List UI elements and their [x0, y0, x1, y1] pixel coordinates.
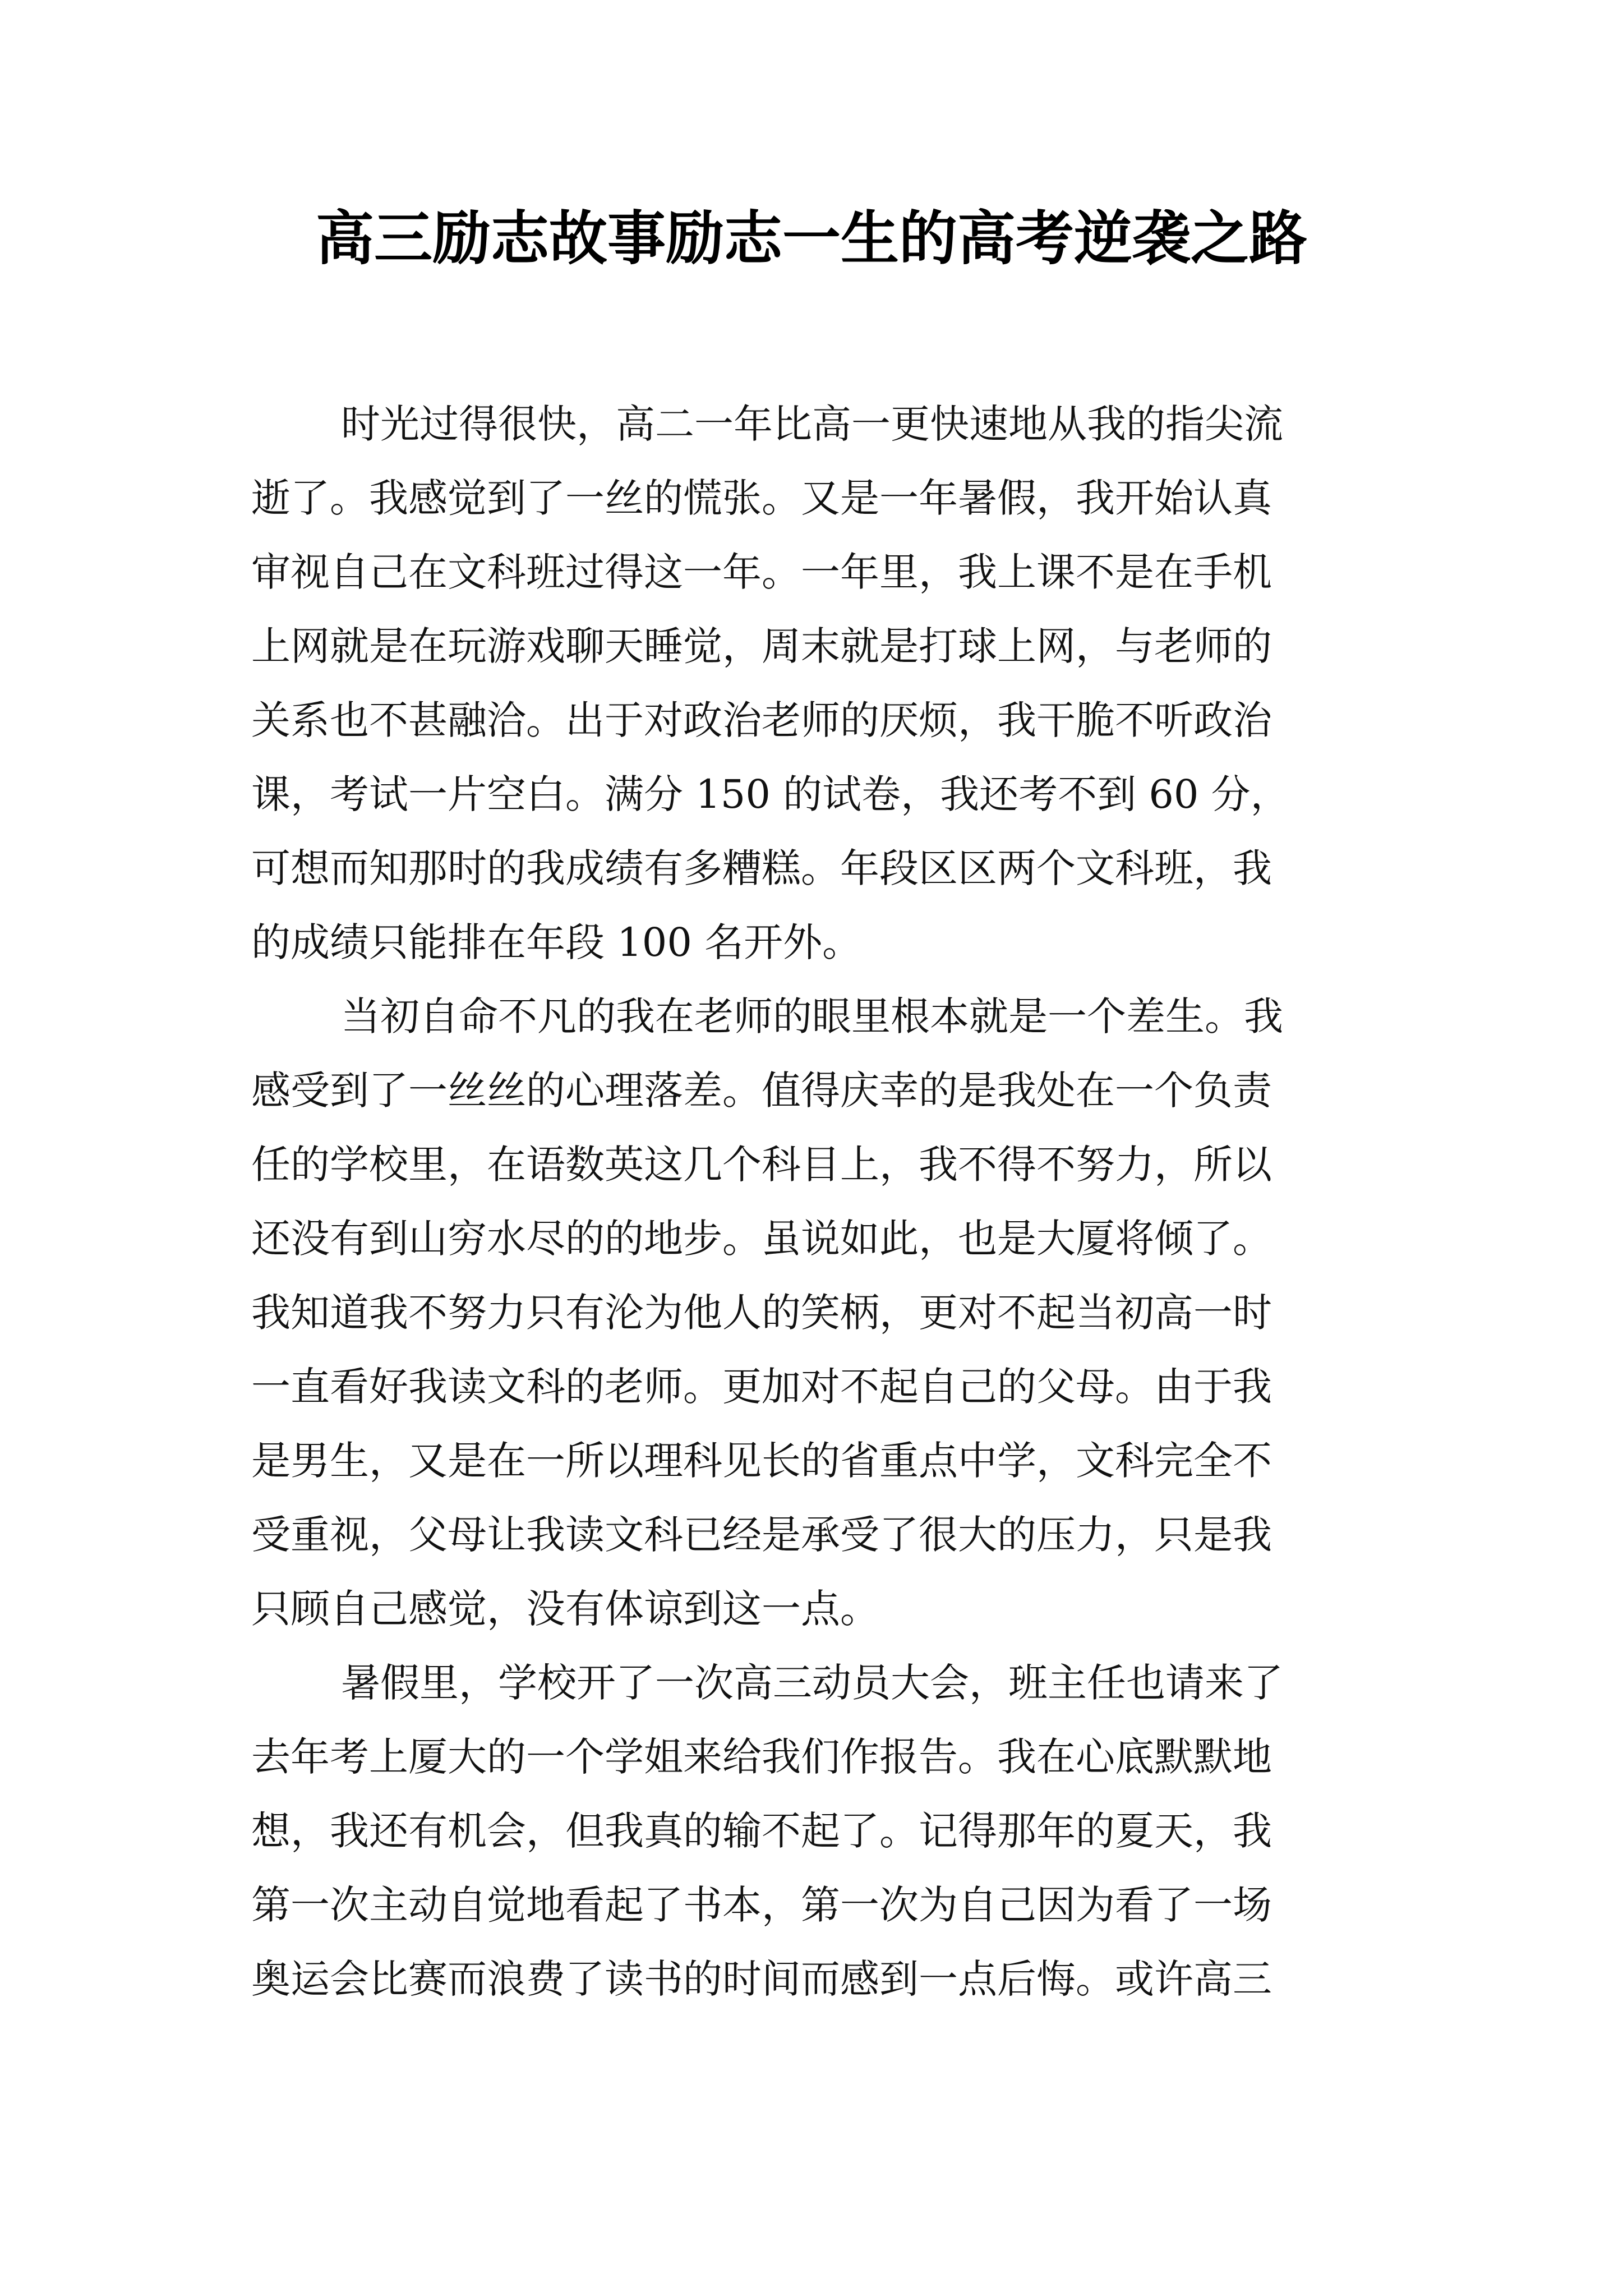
paragraph-2-line-4: 还没有到山穷水尽的的地步。虽说如此，也是大厦将倾了。	[251, 1216, 1272, 1262]
paragraph-2-line-7: 是男生，又是在一所以理科见长的省重点中学，文科完全不	[251, 1438, 1272, 1484]
paragraph-1-line-7: 可想而知那时的我成绩有多糟糕。年段区区两个文科班，我	[251, 845, 1272, 891]
paragraph-2-line-8: 受重视，父母让我读文科已经是承受了很大的压力，只是我	[251, 1512, 1272, 1558]
paragraph-2-line-5: 我知道我不努力只有沦为他人的笑柄，更对不起当初高一时	[251, 1290, 1272, 1336]
paragraph-1-line-8: 的成绩只能排在年段 100 名开外。	[251, 919, 862, 965]
paragraph-1-line-2: 逝了。我感觉到了一丝的慌张。又是一年暑假，我开始认真	[251, 475, 1272, 521]
paragraph-3-line-1: 暑假里，学校开了一次高三动员大会，班主任也请来了	[341, 1660, 1283, 1706]
paragraph-1-line-5: 关系也不甚融洽。出于对政治老师的厌烦，我干脆不听政治	[251, 697, 1272, 743]
paragraph-2-line-2: 感受到了一丝丝的心理落差。值得庆幸的是我处在一个负责	[251, 1068, 1272, 1114]
paragraph-2-line-1: 当初自命不凡的我在老师的眼里根本就是一个差生。我	[341, 993, 1283, 1039]
paragraph-3-line-4: 第一次主动自觉地看起了书本，第一次为自己因为看了一场	[251, 1882, 1272, 1928]
paragraph-3-line-5: 奥运会比赛而浪费了读书的时间而感到一点后悔。或许高三	[251, 1956, 1272, 2002]
document-title: 高三励志故事励志一生的高考逆袭之路	[315, 204, 1307, 273]
paragraph-2-line-9: 只顾自己感觉，没有体谅到这一点。	[251, 1586, 879, 1632]
paragraph-3-line-3: 想，我还有机会，但我真的输不起了。记得那年的夏天，我	[251, 1808, 1272, 1854]
paragraph-1-line-4: 上网就是在玩游戏聊天睡觉，周末就是打球上网，与老师的	[251, 623, 1272, 669]
paragraph-3-line-2: 去年考上厦大的一个学姐来给我们作报告。我在心底默默地	[251, 1734, 1272, 1780]
paragraph-2-line-3: 任的学校里，在语数英这几个科目上，我不得不努力，所以	[251, 1142, 1272, 1188]
paragraph-1-line-1: 时光过得很快，高二一年比高一更快速地从我的指尖流	[341, 401, 1283, 447]
document-body	[251, 387, 1401, 2016]
paragraph-1-line-6: 课，考试一片空白。满分 150 的试卷，我还考不到 60 分，	[251, 771, 1290, 817]
paragraph-2-line-6: 一直看好我读文科的老师。更加对不起自己的父母。由于我	[251, 1364, 1272, 1410]
paragraph-1-line-3: 审视自己在文科班过得这一年。一年里，我上课不是在手机	[251, 549, 1272, 595]
